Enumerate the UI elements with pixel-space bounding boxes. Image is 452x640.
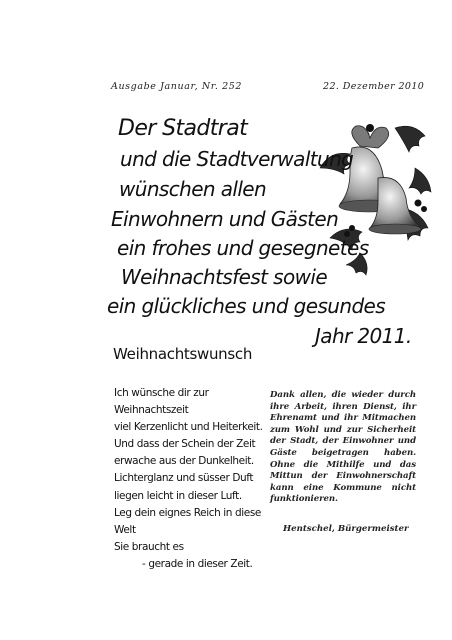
greeting-line-7: ein glückliches und gesundes bbox=[107, 294, 386, 318]
poem-line: viel Kerzenlicht und Heiterkeit. bbox=[114, 421, 263, 434]
poem-line: liegen leicht in dieser Luft. bbox=[114, 489, 242, 502]
greeting-line-2: und die Stadtverwaltung bbox=[120, 147, 354, 171]
mayor-signature: Hentschel, Bürgermeister bbox=[283, 524, 409, 534]
poem-line: - gerade in dieser Zeit. bbox=[142, 557, 253, 570]
poem-title: Weihnachtswunsch bbox=[113, 345, 253, 363]
thanks-paragraph: Dank allen, die wieder durch ihre Arbeit, ihren Dienst, ihr Ehrenamt und ihr Mitmachen zum Wohl und zur Sicherheit der Stadt, der Einwohner und Gäste beigetragen haben. Ohne die Mithilfe und das Mittun der Einwohnerschaft kann eine Kommune nicht funktionieren. bbox=[270, 390, 416, 505]
poem-line: Ich wünsche dir zur bbox=[114, 387, 209, 399]
greeting-line-4: Einwohnern und Gästen bbox=[111, 207, 339, 231]
poem-line: Und dass der Schein der Zeit bbox=[114, 438, 256, 451]
poem-line: erwache aus der Dunkelheit. bbox=[114, 455, 254, 468]
poem-line: Lichterglanz und süsser Duft bbox=[114, 472, 254, 485]
greeting-line-8: Jahr 2011. bbox=[315, 324, 412, 348]
poem-line: Welt bbox=[114, 523, 136, 536]
greeting-line-5: ein frohes und gesegnetes bbox=[117, 236, 369, 260]
issue-label: Ausgabe Januar, Nr. 252 bbox=[111, 81, 243, 92]
poem-line: Weihnachtszeit bbox=[114, 404, 189, 417]
poem-line: Leg dein eignes Reich in diese bbox=[114, 506, 261, 519]
date-label: 22. Dezember 2010 bbox=[323, 81, 425, 92]
greeting-line-1: Der Stadtrat bbox=[118, 116, 248, 141]
greeting-line-3: wünschen allen bbox=[119, 177, 267, 201]
poem-text bbox=[114, 385, 263, 573]
greeting-line-6: Weihnachtsfest sowie bbox=[121, 265, 328, 289]
poem-line: Sie braucht es bbox=[114, 540, 184, 553]
